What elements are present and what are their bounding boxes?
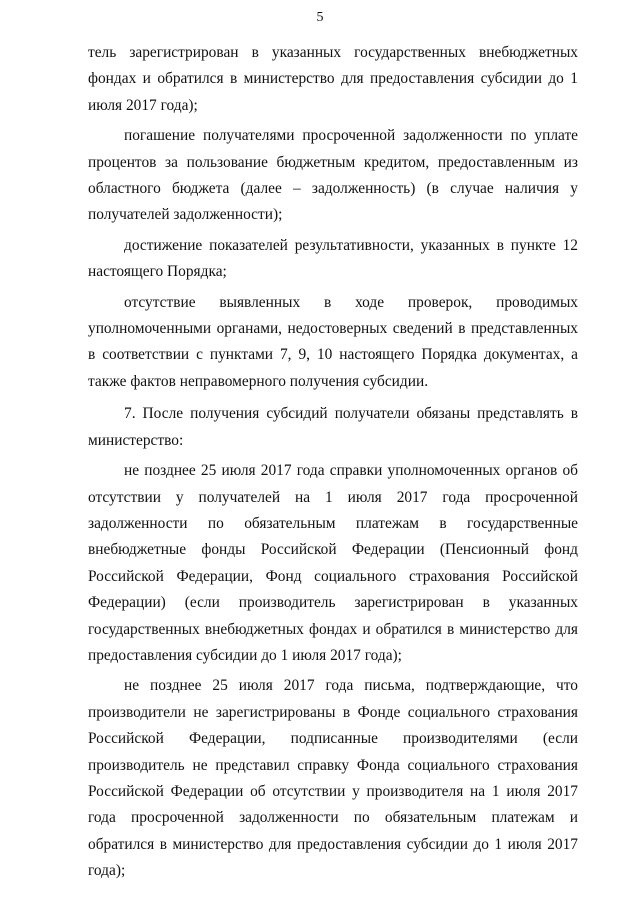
paragraph-section-7: 7. После получения субсидий получатели обязаны представлять в министерство: bbox=[88, 405, 578, 449]
paragraph-certificates: не позднее 25 июля 2017 года справки уполномоченных органов об отсутствии у получателей на 1 июля 2017 года просроченной задолженности по обязательным платежам в государственные внебюджетные фонды Российской Федерации (Пенсионный фонд Российской Федерации, Фонд социального страхования Российской Федерации) (если производитель зарегистрирован в указанных государственных внебюджетных фондах и обратился в министерство для предоставления субсидии до 1 июля 2017 года); bbox=[88, 462, 578, 664]
document-body bbox=[88, 40, 578, 885]
paragraph-performance-indicators: достижение показателей результативности, указанных в пункте 12 настоящего Порядка; bbox=[88, 236, 578, 281]
paragraph-no-violations: отсутствие выявленных в ходе проверок, проводимых уполномоченными органами, недостоверных сведений в представленных в соответствии с пунктами 7, 9, 10 настоящего Порядка документах, а также фактов неправомерного получения субсидии. bbox=[88, 293, 578, 390]
paragraph-continuation: тель зарегистрирован в указанных государственных внебюджетных фондах и обратился в министерство для предоставления субсидии до 1 июля 2017 года); bbox=[88, 44, 578, 114]
page-number: 5 bbox=[316, 10, 324, 25]
paragraph-debt-repayment: погашение получателями просроченной задолженности по уплате процентов за пользование бюджетным кредитом, предоставленным из областного бюджета (далее – задолженность) (в случае наличия у получателей задолженности); bbox=[88, 127, 578, 224]
paragraph-letters: не позднее 25 июля 2017 года письма, подтверждающие, что производители не зарегистрированы в Фонде социального страхования Российской Федерации, подписанные производителями (если производитель не представил справку Фонда социального страхования Российской Федерации об отсутствии у производителя на 1 июля 2017 года просроченной задолженности по обязательным платежам и обратился в министерство для предоставления субсидии до 1 июля 2017 года); bbox=[88, 677, 578, 880]
